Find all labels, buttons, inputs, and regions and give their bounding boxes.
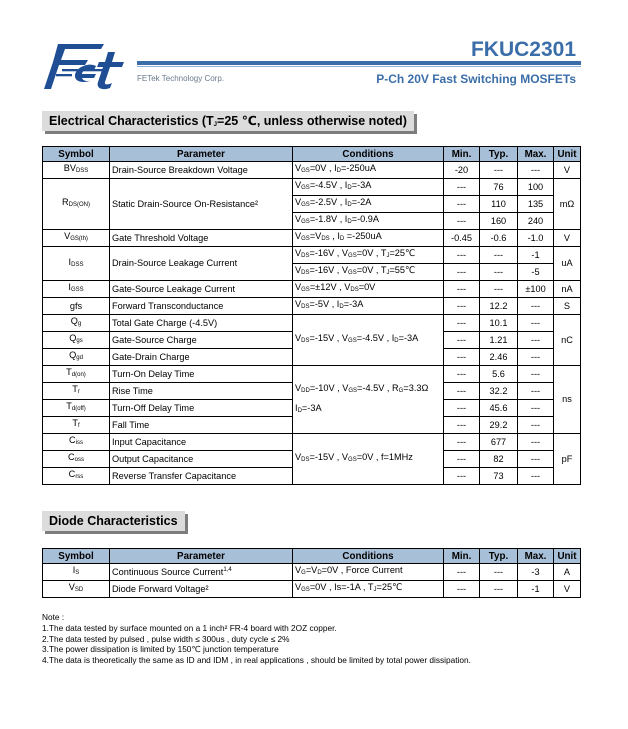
max-cell: -3 [518, 564, 554, 581]
unit-cell: V [554, 581, 581, 598]
conditions-cell: $V_{GS}=-4.5V$ , $I_D=-3A$ [293, 179, 444, 196]
symbol-cell: $R_{DS(ON)}$ [43, 179, 110, 230]
typ-cell: --- [480, 581, 518, 598]
parameter-cell: Turn-On Delay Time [110, 366, 293, 383]
max-cell: 100 [518, 179, 554, 196]
min-cell: -20 [444, 162, 480, 179]
symbol-cell: $C_{iss}$ [43, 434, 110, 451]
conditions-cell: $V_{GS}=-1.8V$ , $I_D=-0.9A$ [293, 213, 444, 230]
max-cell: --- [518, 332, 554, 349]
typ-cell: 12.2 [480, 298, 518, 315]
min-cell: -0.45 [444, 230, 480, 247]
parameter-cell: Turn-Off Delay Time [110, 400, 293, 417]
unit-cell: V [554, 162, 581, 179]
symbol-cell: $I_{DSS}$ [43, 247, 110, 281]
min-cell: --- [444, 332, 480, 349]
symbol-cell: $I_{GSS}$ [43, 281, 110, 298]
max-cell: 135 [518, 196, 554, 213]
parameter-cell: Drain-Source Breakdown Voltage [110, 162, 293, 179]
typ-cell: 29.2 [480, 417, 518, 434]
table-row [43, 247, 581, 264]
conditions-cell: $V_{GS}=V_{DS}$ , $I_D =-250uA$ [293, 230, 444, 247]
col-max: Max. [518, 147, 554, 162]
min-cell: --- [444, 247, 480, 264]
conditions-cell: $V_{DS}=-15V$ , $V_{GS}=-4.5V$ , $I_D=-3A$ [293, 315, 444, 366]
min-cell: --- [444, 383, 480, 400]
max-cell: --- [518, 383, 554, 400]
col-min: Min. [444, 147, 480, 162]
table-row [43, 366, 581, 383]
unit-cell: pF [554, 434, 581, 485]
symbol-cell: $C_{oss}$ [43, 451, 110, 468]
col-typ: Typ. [480, 549, 518, 564]
symbol-cell: $BV_{DSS}$ [43, 162, 110, 179]
parameter-cell: Static Drain-Source On-Resistance² [110, 179, 293, 230]
typ-cell: --- [480, 162, 518, 179]
min-cell: --- [444, 179, 480, 196]
col-parameter: Parameter [110, 549, 293, 564]
parameter-cell: Gate-Source Charge [110, 332, 293, 349]
min-cell: --- [444, 400, 480, 417]
col-symbol: Symbol [43, 549, 110, 564]
diode-section-title: Diode Characteristics [42, 511, 185, 531]
unit-cell: nA [554, 281, 581, 298]
col-min: Min. [444, 549, 480, 564]
conditions-cell: $V_{DS}=-15V$ , $V_{GS}=0V$ , f=1MHz [293, 434, 444, 485]
parameter-cell: Diode Forward Voltage² [110, 581, 293, 598]
symbol-cell: $T_f$ [43, 417, 110, 434]
typ-cell: -0.6 [480, 230, 518, 247]
notes-block [42, 612, 471, 666]
typ-cell: 45.6 [480, 400, 518, 417]
conditions-cell: $V_{GS}=\pm 12V$ , $V_{DS}=0V$ [293, 281, 444, 298]
min-cell: --- [444, 349, 480, 366]
min-cell: --- [444, 468, 480, 485]
min-cell: --- [444, 434, 480, 451]
max-cell: --- [518, 400, 554, 417]
electrical-section-title: Electrical Characteristics ($T_J=25$ ℃, unless otherwise noted) [42, 111, 414, 131]
typ-cell: 677 [480, 434, 518, 451]
conditions-cell: $V_{DD}=-10V$ , $V_{GS}=-4.5V$ , $R_G=3.3\Omega$ $I_D=-3A$ [293, 366, 444, 434]
conditions-cell: $V_{GS}=0V$ , Is=-1A , $T_J=25℃$ [293, 581, 444, 598]
table-row [43, 434, 581, 451]
min-cell: --- [444, 451, 480, 468]
min-cell: --- [444, 281, 480, 298]
typ-cell: 10.1 [480, 315, 518, 332]
typ-cell: 82 [480, 451, 518, 468]
symbol-cell: $I_S$ [43, 564, 110, 581]
typ-cell: --- [480, 564, 518, 581]
max-cell: --- [518, 451, 554, 468]
table-header-row [43, 147, 581, 162]
part-description: P-Ch 20V Fast Switching MOSFETs [376, 72, 576, 86]
electrical-table [42, 146, 581, 485]
note-item: 3.The power dissipation is limited by 150℃ junction temperature [42, 644, 279, 655]
part-number: FKUC2301 [470, 38, 576, 61]
table-row [43, 581, 581, 598]
symbol-cell: $Q_{gd}$ [43, 349, 110, 366]
company-name: FETek Technology Corp. [137, 74, 225, 83]
table-row [43, 564, 581, 581]
unit-cell: A [554, 564, 581, 581]
max-cell: 240 [518, 213, 554, 230]
conditions-cell: $V_G=V_D=0V$ , Force Current [293, 564, 444, 581]
typ-cell: 73 [480, 468, 518, 485]
conditions-cell: $V_{DS}=-16V$ , $V_{GS}=0V$ , $T_J=55℃$ [293, 264, 444, 281]
typ-cell: 76 [480, 179, 518, 196]
max-cell: --- [518, 434, 554, 451]
parameter-cell: Continuous Source Current$^{1,4}$ [110, 564, 293, 581]
table-row [43, 230, 581, 247]
max-cell: -5 [518, 264, 554, 281]
conditions-cell: $V_{DS}=-5V$ , $I_D=-3A$ [293, 298, 444, 315]
note-item: 1.The data tested by surface mounted on a 1 inch² FR-4 board with 2OZ copper. [42, 622, 337, 633]
unit-cell: ns [554, 366, 581, 434]
parameter-cell: Forward Transconductance [110, 298, 293, 315]
typ-cell: --- [480, 247, 518, 264]
min-cell: --- [444, 315, 480, 332]
symbol-cell: $T_r$ [43, 383, 110, 400]
typ-cell: 2.46 [480, 349, 518, 366]
max-cell: -1.0 [518, 230, 554, 247]
typ-cell: --- [480, 264, 518, 281]
note-item: 4.The data is theoretically the same as ID and IDM , in real applications , should be limited by total power dissipation. [42, 655, 471, 666]
max-cell: --- [518, 349, 554, 366]
min-cell: --- [444, 581, 480, 598]
table-row [43, 281, 581, 298]
symbol-cell: $V_{SD}$ [43, 581, 110, 598]
typ-cell: 160 [480, 213, 518, 230]
symbol-cell: $V_{GS(th)}$ [43, 230, 110, 247]
typ-cell: 5.6 [480, 366, 518, 383]
max-cell: -1 [518, 581, 554, 598]
max-cell: -1 [518, 247, 554, 264]
symbol-cell: $C_{rss}$ [43, 468, 110, 485]
diode-table [42, 548, 581, 598]
unit-cell: S [554, 298, 581, 315]
col-max: Max. [518, 549, 554, 564]
unit-cell: nC [554, 315, 581, 366]
max-cell: --- [518, 366, 554, 383]
parameter-cell: Input Capacitance [110, 434, 293, 451]
min-cell: --- [444, 417, 480, 434]
min-cell: --- [444, 366, 480, 383]
parameter-cell: Gate-Source Leakage Current [110, 281, 293, 298]
notes-heading: Note : [42, 612, 65, 622]
max-cell: --- [518, 315, 554, 332]
max-cell: --- [518, 298, 554, 315]
min-cell: --- [444, 298, 480, 315]
conditions-cell: $V_{GS}=0V$ , $I_D=-250uA$ [293, 162, 444, 179]
parameter-cell: Gate Threshold Voltage [110, 230, 293, 247]
table-row [43, 179, 581, 196]
table-header-row [43, 549, 581, 564]
col-conditions: Conditions [293, 147, 444, 162]
col-symbol: Symbol [43, 147, 110, 162]
max-cell: --- [518, 162, 554, 179]
note-item: 2.The data tested by pulsed , pulse width ≤ 300us , duty cycle ≤ 2% [42, 633, 290, 644]
typ-cell: --- [480, 281, 518, 298]
table-row [43, 315, 581, 332]
unit-cell: mΩ [554, 179, 581, 230]
symbol-cell: gfs [43, 298, 110, 315]
col-parameter: Parameter [110, 147, 293, 162]
typ-cell: 32.2 [480, 383, 518, 400]
header-rule-thin [137, 66, 581, 67]
conditions-cell: $V_{DS}=-16V$ , $V_{GS}=0V$ , $T_J=25℃$ [293, 247, 444, 264]
unit-cell: uA [554, 247, 581, 281]
table-row [43, 298, 581, 315]
min-cell: --- [444, 264, 480, 281]
parameter-cell: Reverse Transfer Capacitance [110, 468, 293, 485]
typ-cell: 1.21 [480, 332, 518, 349]
col-conditions: Conditions [293, 549, 444, 564]
col-typ: Typ. [480, 147, 518, 162]
min-cell: --- [444, 213, 480, 230]
typ-cell: 110 [480, 196, 518, 213]
max-cell: --- [518, 417, 554, 434]
fetek-logo [44, 40, 139, 92]
table-row [43, 162, 581, 179]
symbol-cell: $Q_{gs}$ [43, 332, 110, 349]
max-cell: --- [518, 468, 554, 485]
min-cell: --- [444, 564, 480, 581]
symbol-cell: $T_{d(off)}$ [43, 400, 110, 417]
parameter-cell: Output Capacitance [110, 451, 293, 468]
parameter-cell: Rise Time [110, 383, 293, 400]
symbol-cell: $T_{d(on)}$ [43, 366, 110, 383]
parameter-cell: Gate-Drain Charge [110, 349, 293, 366]
unit-cell: V [554, 230, 581, 247]
conditions-cell: $V_{GS}=-2.5V$ , $I_D=-2A$ [293, 196, 444, 213]
parameter-cell: Drain-Source Leakage Current [110, 247, 293, 281]
max-cell: ±100 [518, 281, 554, 298]
col-unit: Unit [554, 549, 581, 564]
parameter-cell: Total Gate Charge (-4.5V) [110, 315, 293, 332]
min-cell: --- [444, 196, 480, 213]
symbol-cell: $Q_g$ [43, 315, 110, 332]
parameter-cell: Fall Time [110, 417, 293, 434]
col-unit: Unit [554, 147, 581, 162]
